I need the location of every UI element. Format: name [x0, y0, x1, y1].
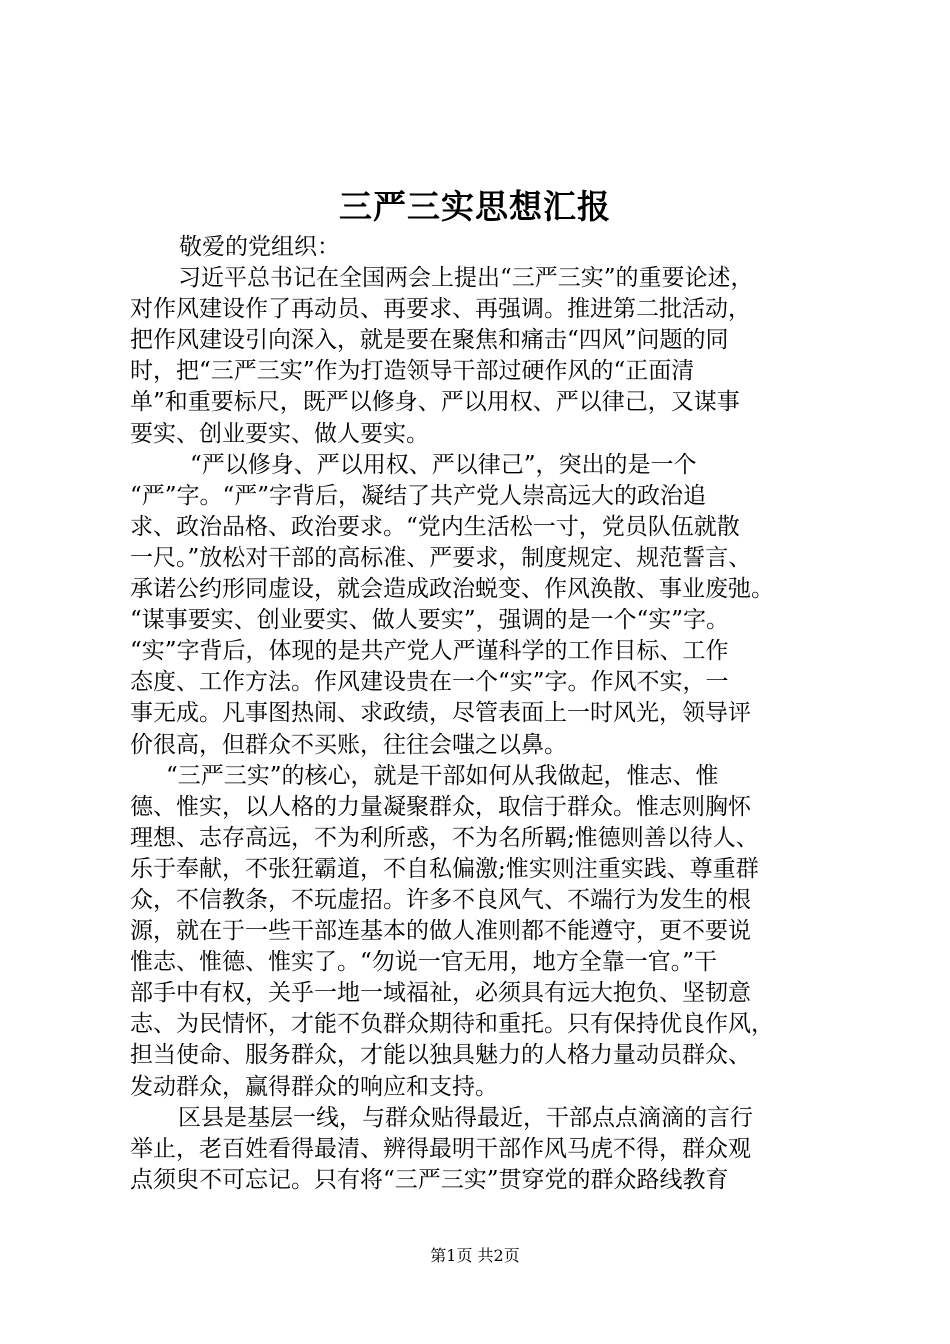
document-title: 三严三实思想汇报: [339, 187, 611, 226]
text-line: 一尺。”放松对干部的高标准、严要求，制度规定、规范誓言、: [130, 544, 752, 571]
document-body: [130, 232, 834, 1196]
text-line: 担当使命、服务群众，才能以独具魅力的人格力量动员群众、: [130, 1042, 751, 1069]
text-line: 承诺公约形同虚设，就会造成政治蜕变、作风涣散、事业废弛。: [130, 576, 774, 603]
text-line: 求、政治品格、政治要求。“党内生活松一寸，党员队伍就散: [130, 513, 740, 540]
text-line: 部手中有权，关乎一地一域福祉，必须具有远大抱负、坚韧意: [130, 980, 751, 1007]
text-line: 习近平总书记在全国两会上提出“三严三实”的重要论述，: [178, 265, 754, 292]
text-line: 区县是基层一线，与群众贴得最近，干部点点滴滴的言行: [178, 1104, 753, 1131]
text-line: 举止，老百姓看得最清、辨得最明干部作风马虎不得，群众观: [130, 1135, 751, 1162]
text-line: 乐于奉献，不张狂霸道，不自私偏激;惟实则注重实践、尊重群: [130, 855, 759, 882]
text-line: “实”字背后，体现的是共产党人严谨科学的工作目标、工作: [130, 638, 729, 665]
text-line: 态度、工作方法。作风建设贵在一个“实”字。作风不实，一: [130, 669, 729, 696]
text-line: 理想、志存高远，不为利所惑，不为名所羁;惟德则善以待人、: [130, 824, 759, 851]
text-line: 惟志、惟德、惟实了。“勿说一官无用，地方全靠一官。”干: [130, 949, 718, 976]
salutation: 敬爱的党组织：: [179, 234, 340, 260]
text-line: 对作风建设作了再动员、再要求、再强调。推进第二批活动，: [130, 296, 751, 323]
text-line: “严”字。“严”字背后，凝结了共产党人崇高远大的政治追: [130, 482, 707, 509]
page-footer: 第1页 共2页: [430, 1246, 520, 1265]
text-line: 点须臾不可忘记。只有将“三严三实”贯穿党的群众路线教育: [130, 1166, 729, 1193]
text-line: 德、惟实，以人格的力量凝聚群众，取信于群众。惟志则胸怀: [130, 793, 751, 820]
text-line: 要实、创业要实、做人要实。: [130, 420, 429, 447]
text-line: 发动群众，赢得群众的响应和支持。: [130, 1073, 498, 1100]
text-line: 众，不信教条，不玩虚招。许多不良风气、不端行为发生的根: [130, 886, 751, 913]
paragraph-lines: [130, 263, 834, 1196]
text-line: 事无成。凡事图热闹、求政绩，尽管表面上一时风光，领导评: [130, 700, 751, 727]
text-line: 志、为民情怀，才能不负群众期待和重托。只有保持优良作风，: [130, 1011, 774, 1038]
text-line: 单”和重要标尺，既严以修身、严以用权、严以律己，又谋事: [130, 389, 740, 416]
text-line: 源，就在于一些干部连基本的做人准则都不能遵守，更不要说: [130, 918, 751, 945]
text-line: “谋事要实、创业要实、做人要实”，强调的是一个“实”字。: [130, 607, 730, 634]
text-line: 价很高，但群众不买账，往往会嗤之以鼻。: [130, 731, 567, 758]
text-line: “严以修身、严以用权、严以律己”，突出的是一个: [190, 451, 697, 478]
text-line: “三严三实”的核心，就是干部如何从我做起，惟志、惟: [166, 762, 719, 789]
text-line: 时，把“三严三实”作为打造领导干部过硬作风的“正面清: [130, 358, 695, 385]
text-line: 把作风建设引向深入，就是要在聚焦和痛击“四风”问题的同: [130, 327, 729, 354]
